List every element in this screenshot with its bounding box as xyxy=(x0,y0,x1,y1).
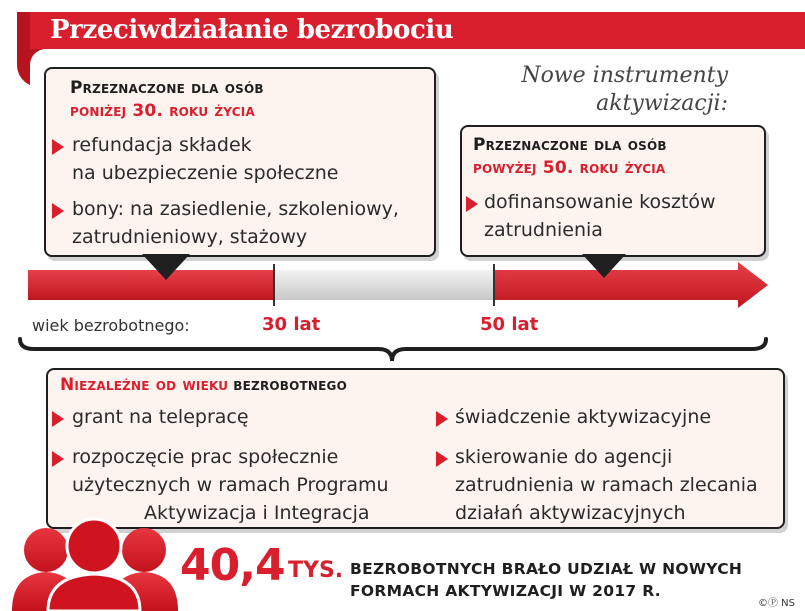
list-item-line: działań aktywizacyjnych xyxy=(455,502,686,524)
people-silhouette-icon xyxy=(8,510,180,611)
box-all-ages-heading xyxy=(60,375,347,395)
list-item-line: zatrudnienia w ramach zlecania xyxy=(455,474,758,496)
stat-text-line-1: BEZROBOTNYCH BRAŁO UDZIAŁ W NOWYCH xyxy=(350,560,743,578)
timeline-segment-over-50 xyxy=(494,262,768,308)
stat-number: 40,4 xyxy=(180,540,285,591)
list-item xyxy=(72,131,339,187)
box-all-ages-heading-red: Niezależne od wieku xyxy=(60,375,229,395)
box-under-30-heading-1: Przeznaczone dla osób xyxy=(70,78,264,98)
bullet-arrow-icon xyxy=(52,411,64,427)
list-item-line: bony: na zasiedlenie, szkoleniowy, xyxy=(72,198,399,220)
subtitle-line-1: Nowe instrumenty xyxy=(521,63,728,88)
stat-text xyxy=(350,558,742,602)
list-item-line: dofinansowanie kosztów xyxy=(484,191,716,213)
list-item-line: użytecznych w ramach Programu xyxy=(72,474,389,496)
age-mark-30: 30 lat xyxy=(262,314,321,335)
stat-unit: TYS. xyxy=(288,558,344,583)
stat-text-line-2: FORMACH AKTYWIZACJI W 2017 R. xyxy=(350,582,661,600)
timeline-segment-under-30 xyxy=(28,270,274,300)
credit: ©Ⓟ NS xyxy=(758,598,796,609)
list-item-line: rozpoczęcie prac społecznie xyxy=(72,446,339,468)
bullet-arrow-icon xyxy=(52,451,64,467)
page-title: Przeciwdziałanie bezrobociu xyxy=(50,15,454,45)
timeline-bar xyxy=(0,240,805,320)
list-item-line: grant na telepracę xyxy=(72,406,249,428)
bullet-arrow-icon xyxy=(52,203,64,219)
list-item-line: zatrudnienia xyxy=(484,219,603,241)
subtitle-line-2: aktywizacji: xyxy=(596,91,728,116)
list-item-line: świadczenie aktywizacyjne xyxy=(455,406,712,428)
bullet-arrow-icon xyxy=(466,196,478,212)
list-item-line: zatrudnieniowy, stażowy xyxy=(72,226,308,248)
bullet-arrow-icon xyxy=(436,411,448,427)
list-item-line: na ubezpieczenie społeczne xyxy=(72,162,339,184)
age-mark-50: 50 lat xyxy=(480,314,539,335)
bullet-arrow-icon xyxy=(436,451,448,467)
box-over-50-heading-2: powyżej 50. roku życia xyxy=(473,158,666,178)
box-under-30-heading-2: poniżej 30. roku życia xyxy=(70,101,255,121)
box-over-50-heading-1: Przeznaczone dla osób xyxy=(473,135,667,155)
brace xyxy=(0,335,805,367)
list-item xyxy=(484,188,716,244)
list-item-line: skierowanie do agencji xyxy=(455,446,673,468)
bullet-arrow-icon xyxy=(52,139,64,155)
list-item-line: Aktywizacja i Integracja xyxy=(144,502,370,524)
list-item-line: refundacja składek xyxy=(72,134,252,156)
list-item xyxy=(72,403,249,431)
age-label: wiek bezrobotnego: xyxy=(32,316,190,335)
list-item xyxy=(455,443,758,527)
subtitle xyxy=(470,62,728,118)
box-all-ages-heading-black: bezrobotnego xyxy=(233,375,348,395)
timeline-segment-middle xyxy=(274,270,494,300)
list-item xyxy=(455,403,711,431)
